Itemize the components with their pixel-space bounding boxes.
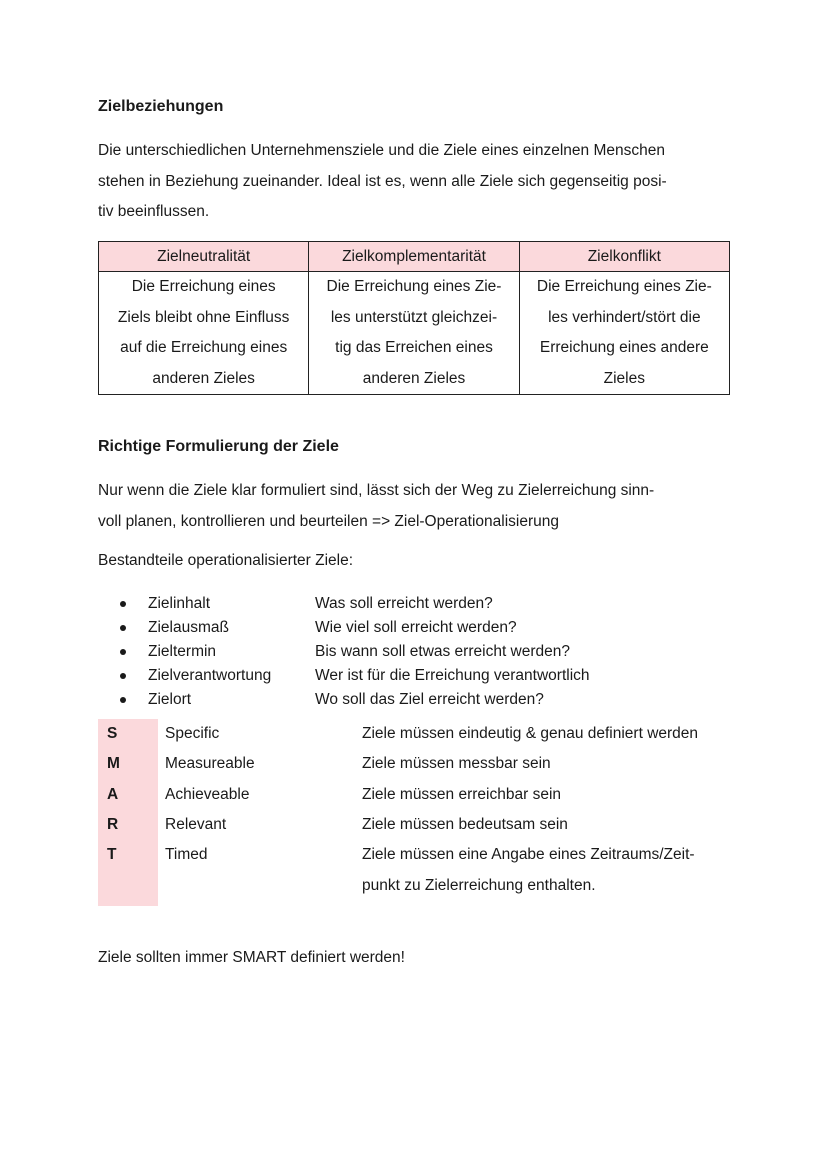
smart-term: Specific <box>165 725 220 742</box>
smart-description: Ziele müssen eindeutig & genau definiert werden <box>362 725 699 742</box>
component-question: Was soll erreicht werden? <box>315 595 493 612</box>
smart-term: Achieveable <box>165 786 250 803</box>
table-header-row <box>99 242 730 272</box>
bullet-icon <box>120 673 126 679</box>
table-header-cell: Zielneutralität <box>99 242 309 272</box>
component-term: Zielausmaß <box>148 619 229 636</box>
components-label: Bestandteile operationalisierter Ziele: <box>98 552 354 569</box>
cell-line: anderen Zieles <box>152 369 255 387</box>
cell-line: tig das Erreichen eines <box>335 339 493 356</box>
smart-description: Ziele müssen messbar sein <box>362 755 551 772</box>
smart-term: Measureable <box>165 755 255 772</box>
smart-description: Ziele müssen bedeutsam sein <box>362 816 568 833</box>
cell-line: auf die Erreichung eines <box>120 339 288 356</box>
paragraph-line: stehen in Beziehung zueinander. Ideal ist es, wenn alle Ziele sich gegenseitig posi- <box>98 172 667 190</box>
closing-statement: Ziele sollten immer SMART definiert werden! <box>98 949 405 966</box>
table-header-cell: Zielkonflikt <box>519 242 729 272</box>
component-question: Wo soll das Ziel erreicht werden? <box>315 691 544 708</box>
table-cell <box>309 272 519 395</box>
component-question: Bis wann soll etwas erreicht werden? <box>315 643 571 660</box>
bullet-icon <box>120 601 126 607</box>
paragraph-line: Die unterschiedlichen Unternehmensziele und die Ziele eines einzelnen Menschen <box>98 142 665 159</box>
table-cell <box>519 272 729 395</box>
table-row <box>99 272 730 395</box>
component-term: Zielinhalt <box>148 595 211 612</box>
cell-line: Die Erreichung eines <box>131 278 276 295</box>
goal-relationships-table <box>98 241 730 395</box>
paragraph-line: tiv beeinflussen. <box>98 203 210 220</box>
paragraph-line: voll planen, kontrollieren und beurteilen => Ziel-Operationalisierung <box>98 512 559 530</box>
component-term: Zieltermin <box>148 643 217 660</box>
component-term: Zielort <box>148 691 192 708</box>
smart-letter: S <box>107 725 118 742</box>
table-cell <box>99 272 309 395</box>
smart-letter: A <box>107 786 119 803</box>
component-question: Wie viel soll erreicht werden? <box>315 619 517 636</box>
intro-paragraph <box>98 136 667 228</box>
smart-description-continued: punkt zu Zielerreichung enthalten. <box>362 877 596 894</box>
paragraph-line: Nur wenn die Ziele klar formuliert sind, lässt sich der Weg zu Zielerreichung sinn- <box>98 482 655 499</box>
cell-line: Die Erreichung eines Zie- <box>326 278 502 295</box>
bullet-icon <box>120 649 126 655</box>
cell-line: les unterstützt gleichzei- <box>330 308 498 326</box>
bullet-icon <box>120 625 126 631</box>
smart-description: Ziele müssen erreichbar sein <box>362 786 562 803</box>
smart-letter: T <box>107 846 117 863</box>
formulation-paragraph <box>98 476 654 537</box>
section-heading-zielbeziehungen: Zielbeziehungen <box>98 98 224 115</box>
smart-letter: M <box>107 755 120 772</box>
smart-letter: R <box>107 816 119 833</box>
table-header-cell: Zielkomplementarität <box>309 242 519 272</box>
cell-line: Ziels bleibt ohne Einfluss <box>117 308 290 326</box>
cell-line: Die Erreichung eines Zie- <box>536 278 712 295</box>
cell-line: anderen Zieles <box>362 369 466 387</box>
section-heading-formulierung: Richtige Formulierung der Ziele <box>98 438 339 455</box>
cell-line: Erreichung eines andere <box>539 339 709 356</box>
smart-term: Timed <box>165 846 208 863</box>
smart-term: Relevant <box>165 816 227 833</box>
component-question: Wer ist für die Erreichung verantwortlich <box>315 667 590 684</box>
cell-line: les verhindert/stört die <box>548 308 701 326</box>
cell-line: Zieles <box>603 369 645 387</box>
component-term: Zielverantwortung <box>148 667 272 684</box>
smart-description: Ziele müssen eine Angabe eines Zeitraums/Zeit- <box>362 846 695 863</box>
bullet-icon <box>120 697 126 703</box>
